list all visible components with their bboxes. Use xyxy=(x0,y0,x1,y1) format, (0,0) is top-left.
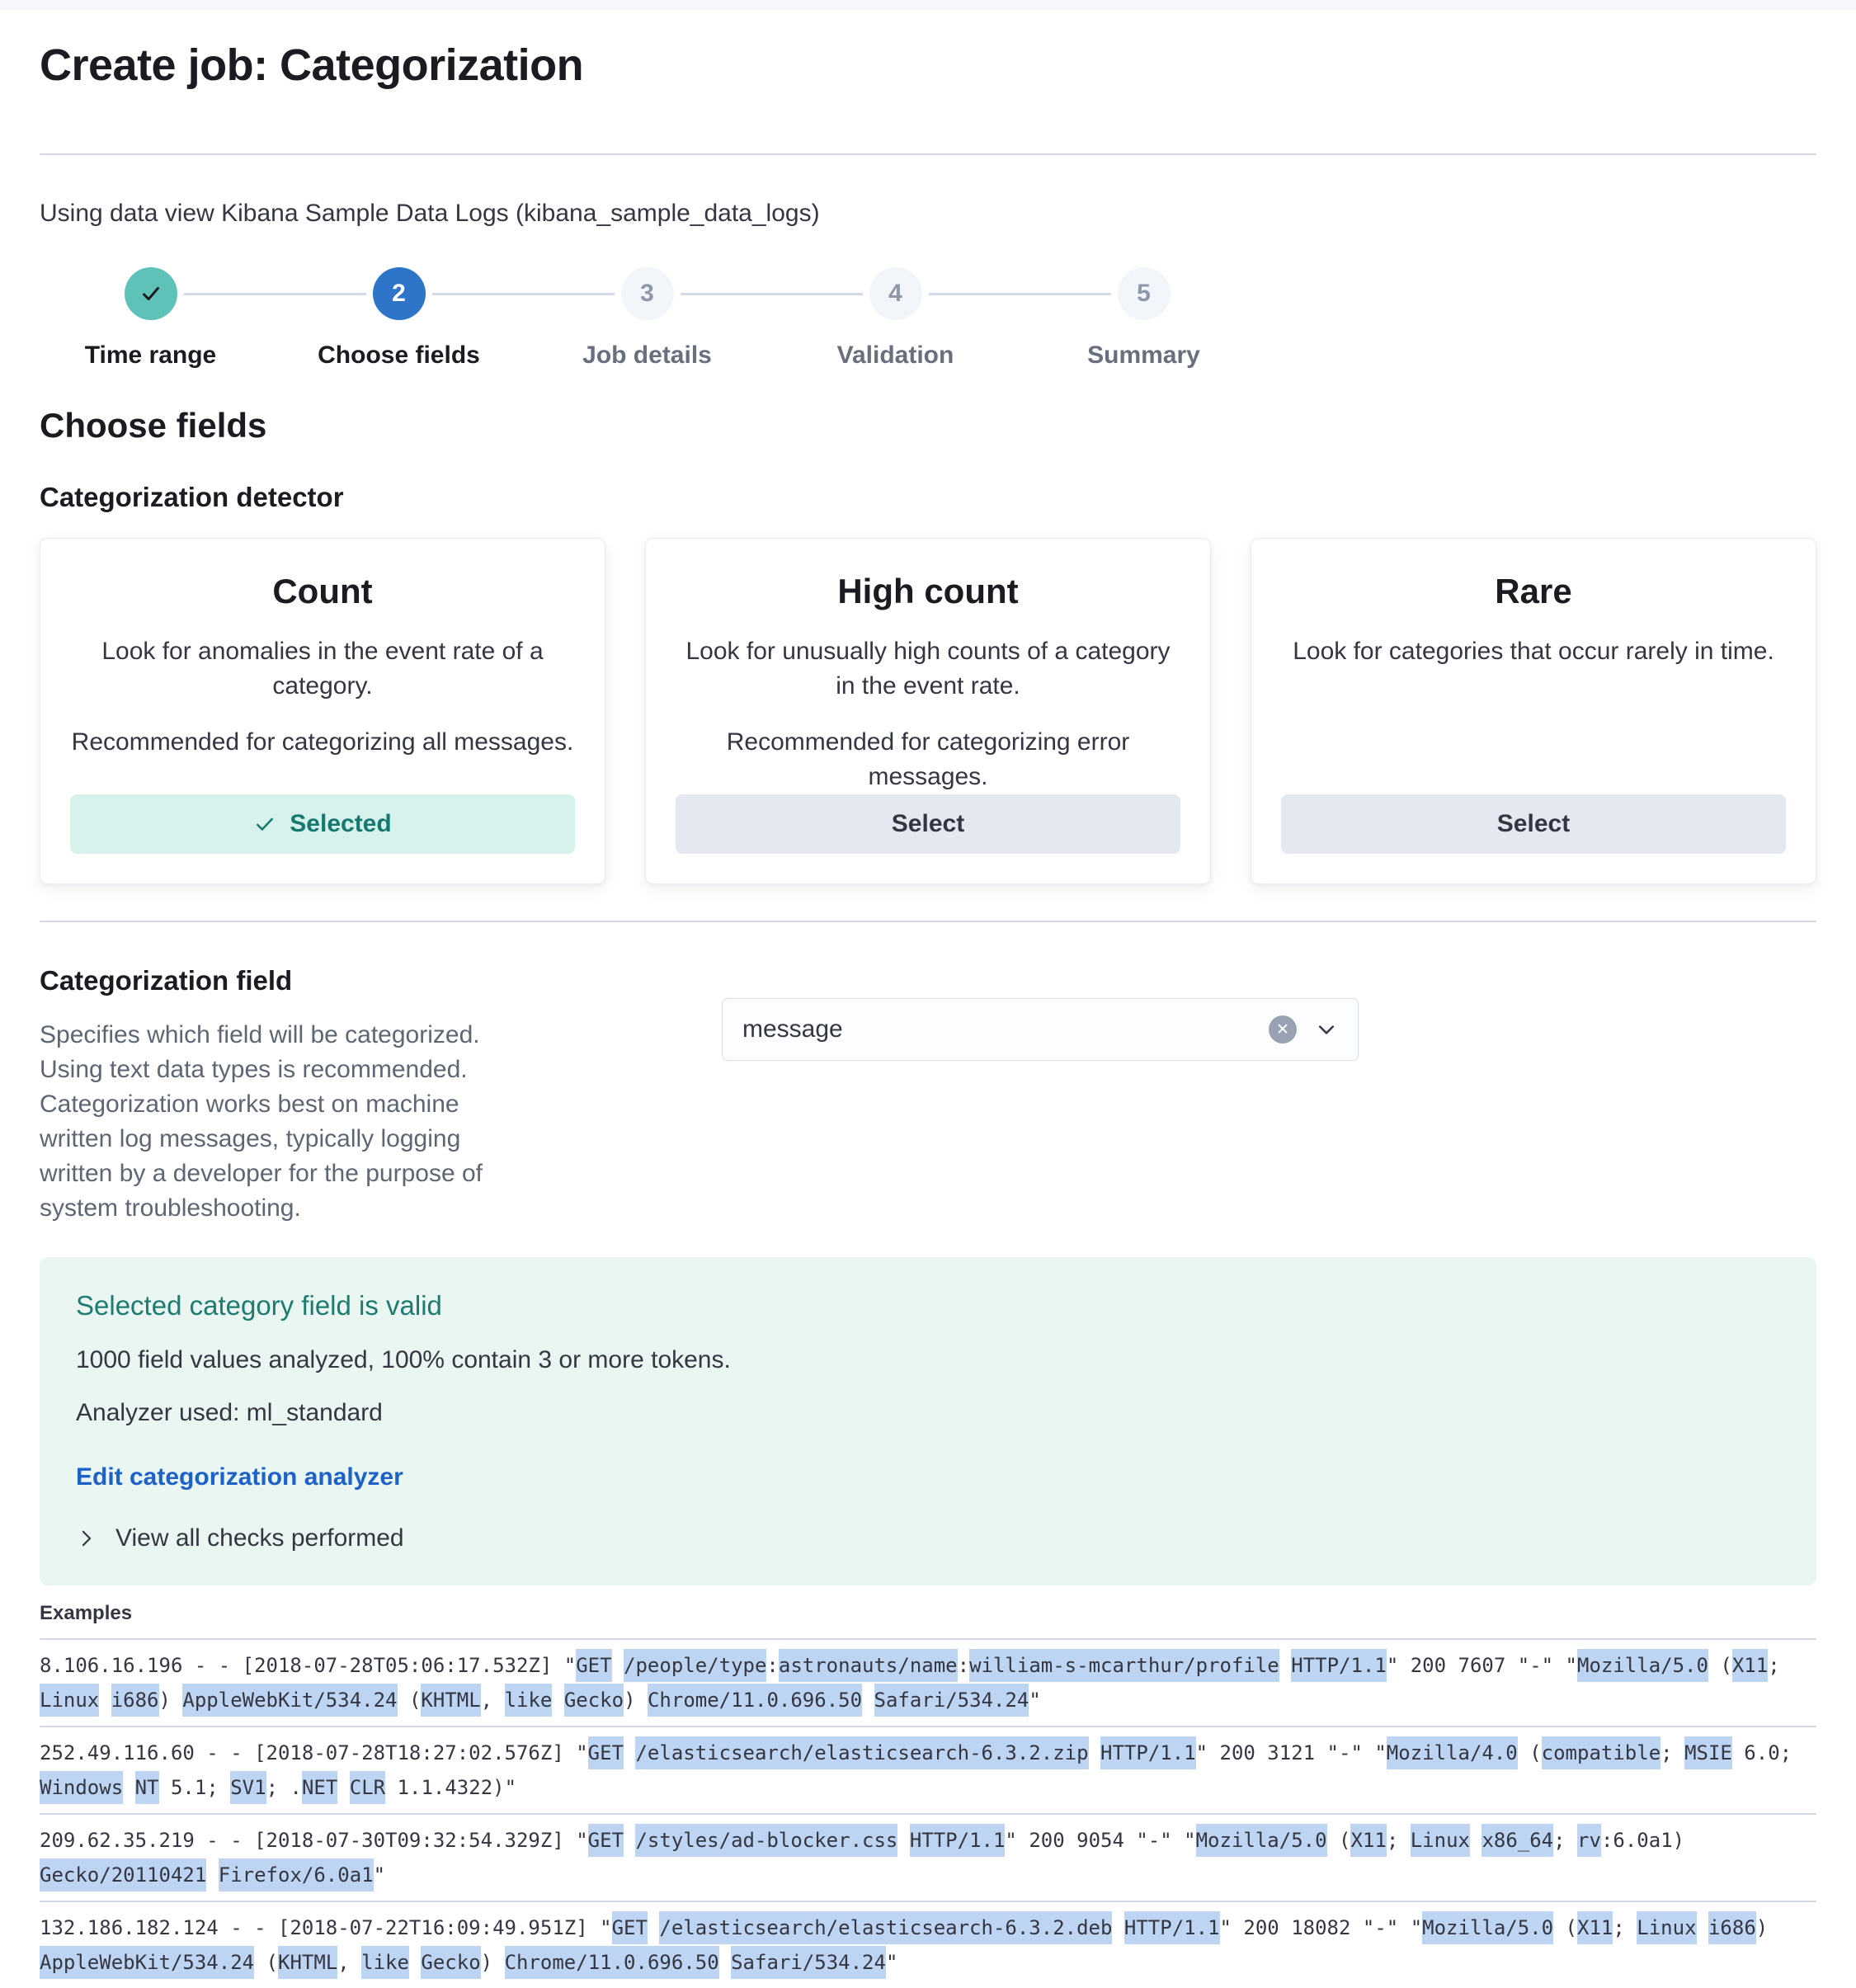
log-token-highlight: Gecko xyxy=(421,1946,480,1979)
log-token-highlight: HTTP/1.1 xyxy=(1100,1736,1196,1769)
log-token xyxy=(409,1951,421,1974)
log-token-highlight: NET xyxy=(302,1771,337,1804)
button-label: Select xyxy=(891,810,965,837)
detector-cards xyxy=(40,538,1816,884)
log-token-highlight: KHTML xyxy=(278,1946,337,1979)
log-token: : xyxy=(766,1654,779,1677)
log-token-highlight: astronauts/name xyxy=(779,1649,958,1682)
log-token-highlight: X11 xyxy=(1350,1824,1386,1857)
card-count xyxy=(40,538,605,884)
log-token-highlight: X11 xyxy=(1732,1649,1768,1682)
page-title: Create job: Categorization xyxy=(40,40,584,90)
log-token: " xyxy=(373,1863,386,1887)
button-label: Selected xyxy=(290,810,392,837)
categorization-field-info xyxy=(40,965,518,1226)
log-token-highlight: GET xyxy=(612,1911,648,1944)
step-number: 3 xyxy=(621,267,674,320)
edit-categorization-analyzer-link[interactable]: Edit categorization analyzer xyxy=(76,1463,403,1491)
log-example-row xyxy=(40,1727,1816,1815)
log-token-highlight: Mozilla/5.0 xyxy=(1577,1649,1708,1682)
log-token-highlight: NT xyxy=(135,1771,159,1804)
step-label: Choose fields xyxy=(318,342,480,369)
categorization-field-section xyxy=(40,965,1816,1226)
step-job-details[interactable] xyxy=(523,267,771,370)
data-view-subtitle: Using data view Kibana Sample Data Logs (kibana_sample_data_logs) xyxy=(40,200,820,227)
log-token: ( xyxy=(1553,1916,1577,1939)
log-token-highlight: AppleWebKit/534.24 xyxy=(182,1684,397,1717)
log-token xyxy=(624,1829,635,1852)
log-token-highlight: /people/type xyxy=(624,1649,766,1682)
window-top-strip xyxy=(0,0,1856,10)
callout-analyzer-text: Analyzer used: ml_standard xyxy=(76,1399,383,1426)
log-token-highlight: william-s-mcarthur/profile xyxy=(969,1649,1279,1682)
log-token: ; . xyxy=(266,1776,302,1799)
card-description: Recommended for categorizing all messages. xyxy=(71,728,574,756)
log-token: ; xyxy=(1661,1741,1685,1764)
chevron-down-icon[interactable] xyxy=(1315,1018,1338,1041)
log-token: 8.106.16.196 - - [2018-07-28T05:06:17.532Z] " xyxy=(40,1654,577,1677)
log-token xyxy=(1470,1829,1482,1852)
log-token: ( xyxy=(1517,1741,1542,1764)
log-token: : xyxy=(957,1654,970,1677)
log-token-highlight: KHTML xyxy=(421,1684,480,1717)
examples-section xyxy=(40,1602,1816,1988)
log-token: ) xyxy=(480,1951,505,1974)
card-description: Recommended for categorizing error messages. xyxy=(726,728,1130,790)
log-token xyxy=(552,1689,563,1712)
step-label: Summary xyxy=(1087,342,1200,369)
log-token-highlight: /elasticsearch/elasticsearch-6.3.2.zip xyxy=(635,1736,1088,1769)
log-token: , xyxy=(337,1951,362,1974)
log-token-highlight: like xyxy=(505,1684,553,1717)
log-token: ( xyxy=(254,1951,278,1974)
log-token: " 200 7607 "-" " xyxy=(1386,1654,1577,1677)
log-token: ( xyxy=(397,1689,422,1712)
log-token-highlight: Chrome/11.0.696.50 xyxy=(648,1684,862,1717)
step-summary[interactable] xyxy=(1020,267,1268,370)
step-label: Job details xyxy=(582,342,712,369)
card-rare xyxy=(1251,538,1816,884)
log-token xyxy=(99,1689,111,1712)
card-title: Rare xyxy=(1495,572,1572,610)
categorization-field-heading: Categorization field xyxy=(40,965,293,996)
log-token-highlight: MSIE xyxy=(1684,1736,1732,1769)
log-token xyxy=(123,1776,134,1799)
log-token: ; xyxy=(1613,1916,1637,1939)
log-token-highlight: HTTP/1.1 xyxy=(910,1824,1006,1857)
header-divider xyxy=(40,153,1816,155)
log-token: 6.0; xyxy=(1731,1741,1792,1764)
log-token: " xyxy=(1029,1689,1041,1712)
log-token-highlight: compatible xyxy=(1542,1736,1661,1769)
log-line xyxy=(40,1858,1816,1892)
button-label: Select xyxy=(1496,810,1571,837)
count-selected-button[interactable] xyxy=(70,794,575,854)
card-title: High count xyxy=(837,572,1019,610)
log-token-highlight: Mozilla/5.0 xyxy=(1196,1824,1327,1857)
log-example-row xyxy=(40,1902,1816,1988)
choose-fields-heading: Choose fields xyxy=(40,406,267,445)
log-token-highlight: like xyxy=(361,1946,409,1979)
log-token-highlight: AppleWebKit/534.24 xyxy=(40,1946,254,1979)
card-description: Look for anomalies in the event rate of a category. xyxy=(101,638,544,700)
log-token xyxy=(1697,1916,1708,1939)
log-token: 132.186.182.124 - - [2018-07-22T16:09:49.951Z] " xyxy=(40,1916,612,1939)
toggle-label: View all checks performed xyxy=(115,1524,404,1552)
log-token-highlight: Windows xyxy=(40,1771,123,1804)
examples-list xyxy=(40,1640,1816,1988)
log-token-highlight: rv xyxy=(1577,1824,1601,1857)
log-token-highlight: HTTP/1.1 xyxy=(1124,1911,1220,1944)
log-token-highlight: Gecko xyxy=(564,1684,624,1717)
log-token-highlight: HTTP/1.1 xyxy=(1291,1649,1387,1682)
log-token: " xyxy=(885,1951,898,1974)
log-token xyxy=(1089,1741,1100,1764)
log-token-highlight: GET xyxy=(576,1649,611,1682)
log-token: ( xyxy=(1708,1654,1732,1677)
log-token: " 200 9054 "-" " xyxy=(1005,1829,1196,1852)
log-token xyxy=(1279,1654,1291,1677)
log-token-highlight: CLR xyxy=(350,1771,385,1804)
card-high-count xyxy=(645,538,1211,884)
categorization-detector-heading: Categorization detector xyxy=(40,482,344,512)
step-number: 5 xyxy=(1118,267,1171,320)
step-choose-fields[interactable] xyxy=(275,267,523,370)
card-title: Count xyxy=(272,572,373,610)
categorization-field-combobox[interactable] xyxy=(722,998,1359,1061)
examples-heading: Examples xyxy=(40,1602,133,1624)
log-token xyxy=(337,1776,349,1799)
view-all-checks-toggle[interactable] xyxy=(76,1524,1780,1552)
log-token-highlight: i686 xyxy=(1708,1911,1756,1944)
log-token: " 200 3121 "-" " xyxy=(1195,1741,1387,1764)
log-token-highlight: Chrome/11.0.696.50 xyxy=(505,1946,719,1979)
log-token-highlight: Linux xyxy=(40,1684,99,1717)
log-line xyxy=(40,1770,1816,1805)
log-token-highlight: Mozilla/4.0 xyxy=(1387,1736,1518,1769)
step-label: Validation xyxy=(836,342,954,369)
log-token: ) xyxy=(624,1689,648,1712)
step-number: 4 xyxy=(869,267,922,320)
step-check-icon xyxy=(125,267,177,320)
callout-analysis-text: 1000 field values analyzed, 100% contain 3 or more tokens. xyxy=(76,1346,731,1373)
log-line xyxy=(40,1736,1816,1770)
log-token-highlight: SV1 xyxy=(230,1771,266,1804)
section-divider xyxy=(40,921,1816,922)
log-token: ; xyxy=(1768,1654,1780,1677)
step-validation[interactable] xyxy=(771,267,1020,370)
chevron-right-icon xyxy=(76,1528,97,1549)
combobox-value: message xyxy=(742,1015,843,1043)
log-token xyxy=(648,1916,659,1939)
log-token-highlight: GET xyxy=(588,1736,624,1769)
log-token: ) xyxy=(1755,1916,1769,1939)
log-token xyxy=(897,1829,909,1852)
log-token xyxy=(1112,1916,1123,1939)
log-token-highlight: GET xyxy=(588,1824,624,1857)
field-valid-callout xyxy=(40,1257,1816,1585)
high-count-select-button[interactable] xyxy=(676,794,1180,854)
categorization-field-description: Specifies which field will be categorized. Using text data types is recommended. Categorization works best on machine written log messages, typically logging written by a developer for the purpose of system troubleshooting. xyxy=(40,1021,483,1222)
horizontal-steps xyxy=(26,267,1268,370)
card-description: Look for categories that occur rarely in time. xyxy=(1293,638,1774,665)
check-icon xyxy=(253,813,276,836)
log-token-highlight: /elasticsearch/elasticsearch-6.3.2.deb xyxy=(659,1911,1112,1944)
log-token-highlight: Safari/534.24 xyxy=(874,1684,1029,1717)
log-token xyxy=(624,1741,635,1764)
log-token xyxy=(719,1951,731,1974)
log-token: " 200 18082 "-" " xyxy=(1219,1916,1423,1939)
log-token: 252.49.116.60 - - [2018-07-28T18:27:02.576Z] " xyxy=(40,1741,588,1764)
log-token-highlight: Firefox/6.0a1 xyxy=(219,1858,374,1891)
callout-title: Selected category field is valid xyxy=(76,1290,442,1321)
log-token xyxy=(206,1863,218,1887)
log-line xyxy=(40,1945,1816,1980)
log-token-highlight: X11 xyxy=(1577,1911,1613,1944)
log-token-highlight: Mozilla/5.0 xyxy=(1422,1911,1553,1944)
log-token: ; xyxy=(1386,1829,1411,1852)
log-token xyxy=(862,1689,874,1712)
log-token: :6.0a1) xyxy=(1600,1829,1685,1852)
log-token xyxy=(612,1654,624,1677)
log-token-highlight: Gecko/20110421 xyxy=(40,1858,206,1891)
log-token: ( xyxy=(1326,1829,1351,1852)
log-token: 1.1.4322)" xyxy=(385,1776,517,1799)
log-token-highlight: Safari/534.24 xyxy=(731,1946,886,1979)
log-token-highlight: i686 xyxy=(111,1684,159,1717)
log-token-highlight: Linux xyxy=(1637,1911,1696,1944)
step-number: 2 xyxy=(373,267,426,320)
log-example-row xyxy=(40,1640,1816,1727)
log-line xyxy=(40,1910,1816,1945)
log-token: , xyxy=(480,1689,505,1712)
log-example-row xyxy=(40,1815,1816,1902)
log-token: 5.1; xyxy=(158,1776,231,1799)
log-token-highlight: Linux xyxy=(1411,1824,1470,1857)
rare-select-button[interactable] xyxy=(1281,794,1786,854)
log-line xyxy=(40,1823,1816,1858)
step-label: Time range xyxy=(84,342,217,369)
log-token-highlight: /styles/ad-blocker.css xyxy=(635,1824,897,1857)
log-token: ) xyxy=(158,1689,183,1712)
log-line xyxy=(40,1648,1816,1683)
log-line xyxy=(40,1683,1816,1717)
clear-selection-icon[interactable]: ✕ xyxy=(1269,1015,1297,1043)
log-token-highlight: x86_64 xyxy=(1482,1824,1553,1857)
step-time-range[interactable] xyxy=(26,267,275,370)
log-token: 209.62.35.219 - - [2018-07-30T09:32:54.329Z] " xyxy=(40,1829,588,1852)
card-description: Look for unusually high counts of a category in the event rate. xyxy=(685,638,1171,700)
log-token: ; xyxy=(1553,1829,1578,1852)
